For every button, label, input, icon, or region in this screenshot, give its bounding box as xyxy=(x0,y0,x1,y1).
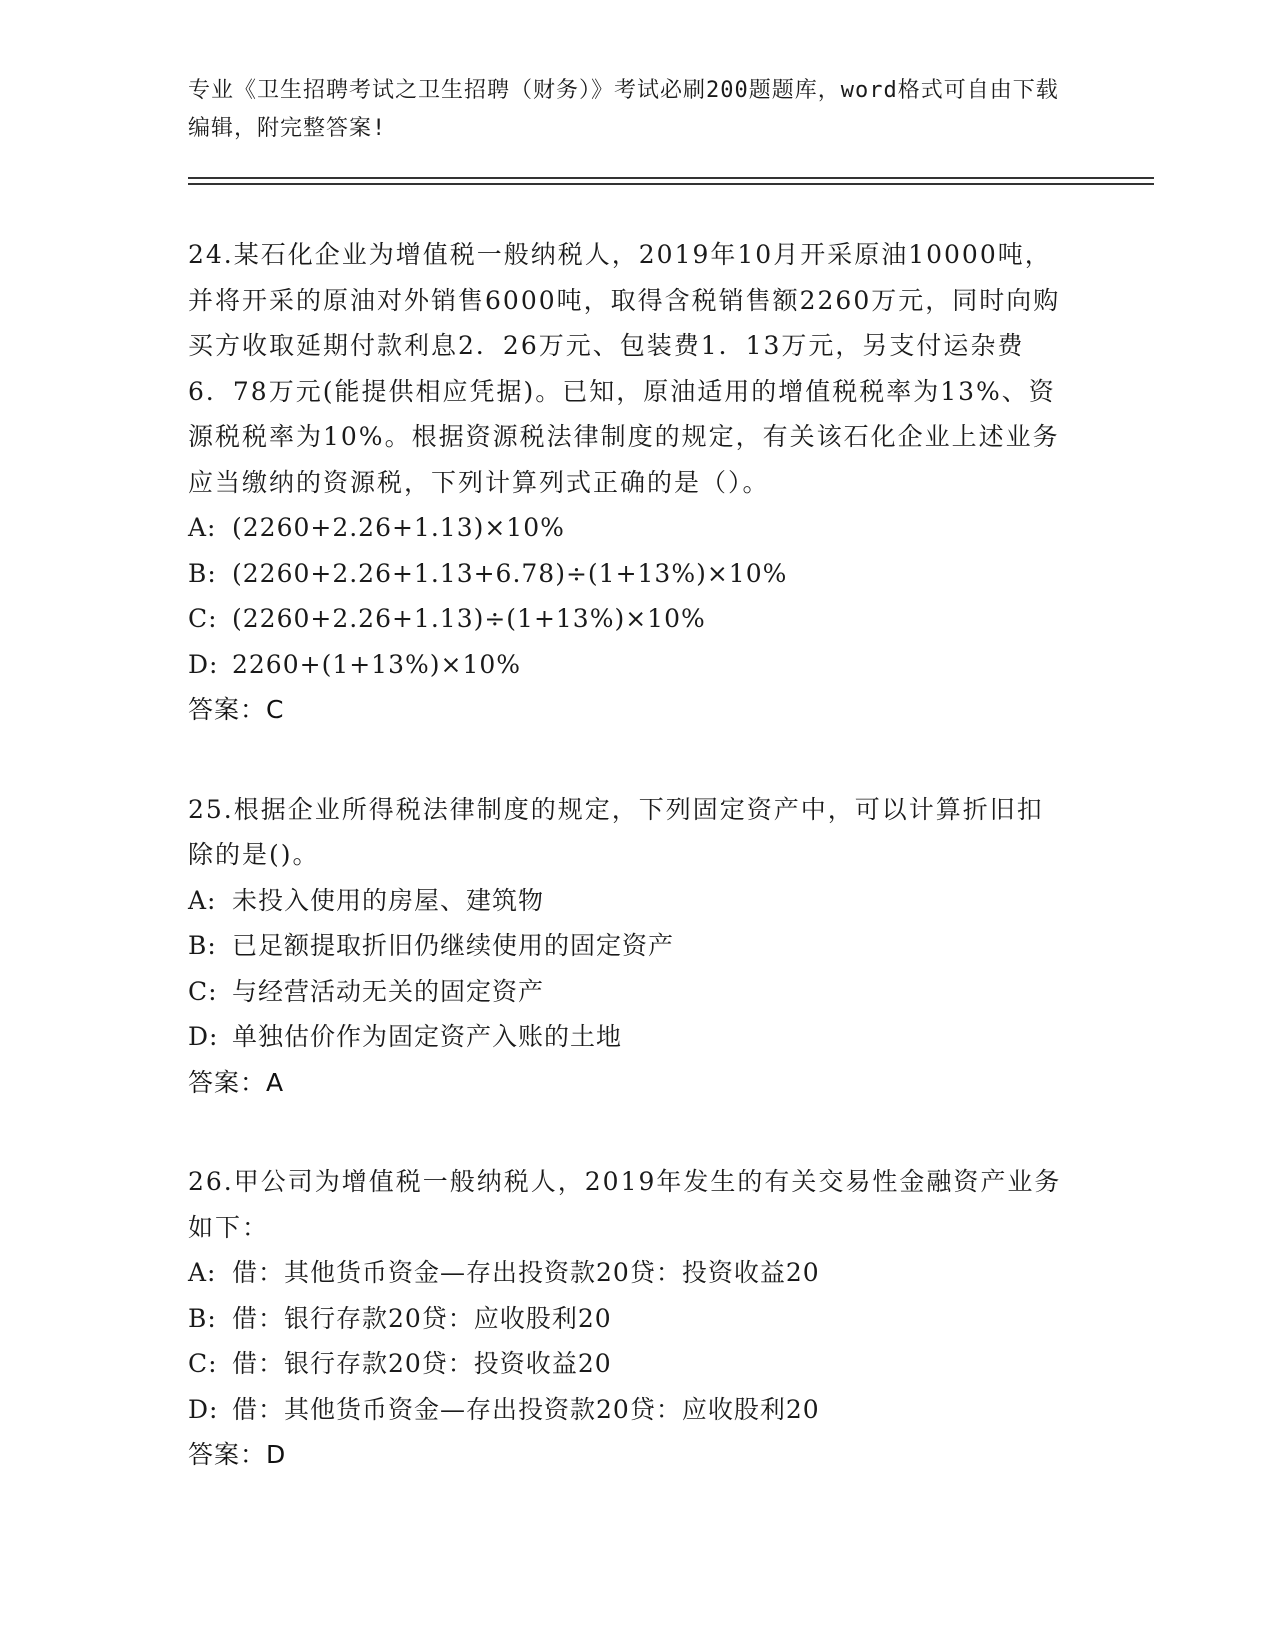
option-text: 单独估价作为固定资产入账的土地 xyxy=(232,1022,623,1051)
option-key: B: xyxy=(188,1303,217,1333)
option-text: 借：其他货币资金—存出投资款20贷：投资收益20 xyxy=(232,1258,820,1287)
option-key: A: xyxy=(188,885,217,915)
option-key: C: xyxy=(188,976,218,1006)
option-key: A: xyxy=(188,1258,217,1287)
option-text: 借：银行存款20贷：投资收益20 xyxy=(232,1349,612,1378)
document-header: 专业《卫生招聘考试之卫生招聘（财务）》考试必刷200题题库，word格式可自由下载编辑，附完整答案! xyxy=(188,78,1059,141)
question-25 xyxy=(188,787,1068,1106)
question-list xyxy=(188,232,1068,1532)
option-a xyxy=(188,878,1068,924)
question-stem: 24.某石化企业为增值税一般纳税人，2019年10月开采原油10000吨，并将开采的原油对外销售6000吨，取得含税销售额2260万元，同时向购买方收取延期付款利息2．26万元、包装费1．13万元，另支付运杂费6．78万元(能提供相应凭据)。已知，原油适用的增值税税率为13%、资源税税率为10%。根据资源税法律制度的规定，有关该石化企业上述业务应当缴纳的资源税，下列计算列式正确的是（）。 xyxy=(188,240,1061,497)
question-stem: 26.甲公司为增值税一般纳税人，2019年发生的有关交易性金融资产业务如下： xyxy=(188,1167,1062,1242)
option-c xyxy=(188,596,1068,642)
option-b xyxy=(188,1296,1068,1342)
question-stem: 25.根据企业所得税法律制度的规定，下列固定资产中，可以计算折旧扣除的是()。 xyxy=(188,794,1044,869)
header-divider-bottom xyxy=(188,183,1154,185)
option-b xyxy=(188,551,1068,597)
option-a xyxy=(188,505,1068,551)
option-b xyxy=(188,923,1068,969)
question-24 xyxy=(188,232,1068,733)
option-d xyxy=(188,642,1068,688)
answer-line: 答案：D xyxy=(188,1440,287,1469)
answer-line: 答案：C xyxy=(188,695,285,724)
option-key: C: xyxy=(188,1349,218,1378)
option-text: 已足额提取折旧仍继续使用的固定资产 xyxy=(232,931,675,960)
option-text: (2260+2.26+1.13)÷(1+13%)×10% xyxy=(232,604,706,633)
option-text: 借：银行存款20贷：应收股利20 xyxy=(232,1303,612,1333)
option-a xyxy=(188,1250,1068,1296)
answer-line: 答案：A xyxy=(188,1067,285,1097)
option-key: C: xyxy=(188,604,218,633)
header-divider-top xyxy=(188,177,1154,179)
option-text: 与经营活动无关的固定资产 xyxy=(232,976,545,1006)
option-key: B: xyxy=(188,558,217,588)
option-key: A: xyxy=(188,513,217,542)
option-text: 借：其他货币资金—存出投资款20贷：应收股利20 xyxy=(232,1394,820,1424)
option-text: 未投入使用的房屋、建筑物 xyxy=(232,885,545,915)
option-d xyxy=(188,1387,1068,1433)
option-c xyxy=(188,1341,1068,1387)
question-26 xyxy=(188,1159,1068,1478)
option-key: D: xyxy=(188,1394,219,1424)
option-key: B: xyxy=(188,931,217,960)
option-key: D: xyxy=(188,1022,219,1051)
option-text: (2260+2.26+1.13+6.78)÷(1+13%)×10% xyxy=(232,558,788,588)
option-c xyxy=(188,969,1068,1015)
option-text: (2260+2.26+1.13)×10% xyxy=(232,513,565,542)
option-text: 2260+(1+13%)×10% xyxy=(232,649,522,679)
option-d xyxy=(188,1014,1068,1060)
option-key: D: xyxy=(188,649,219,679)
